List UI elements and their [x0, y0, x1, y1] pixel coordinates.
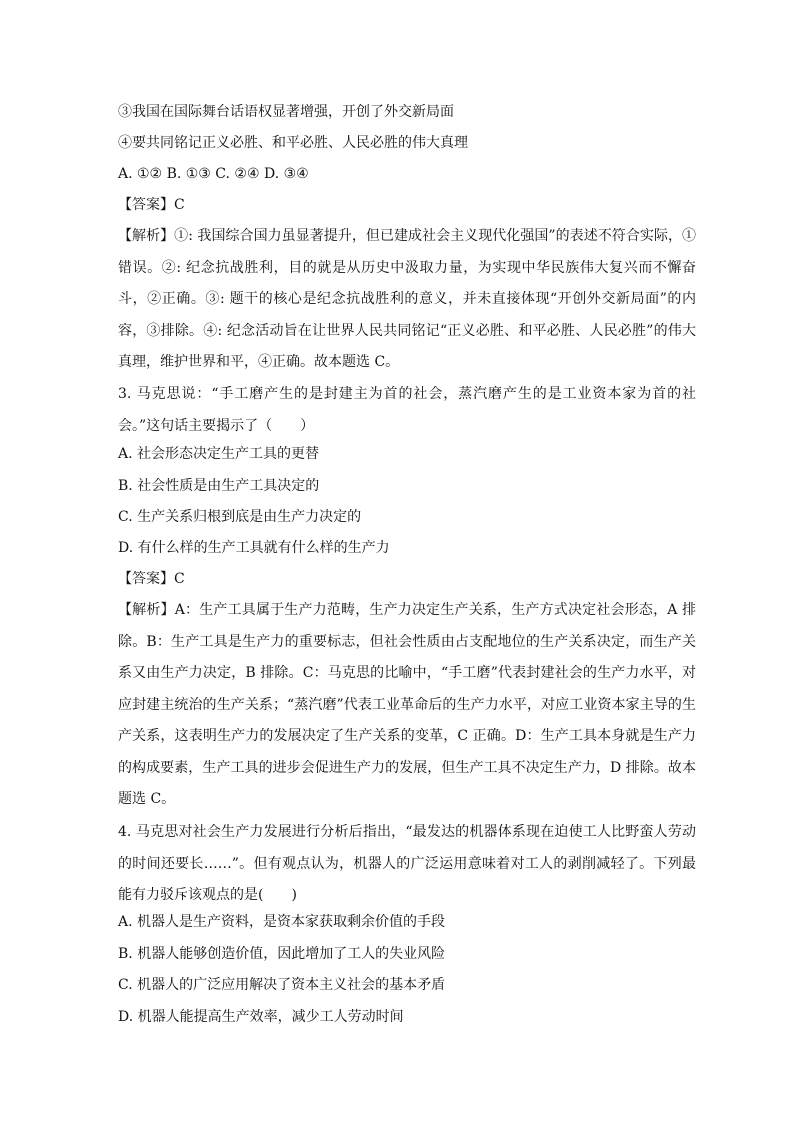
q3-option-a: A. 社会形态决定生产工具的更替 [118, 446, 320, 462]
q2-answer: 【答案】C [118, 197, 185, 213]
q4-option-d: D. 机器人能提高生产效率，减少工人劳动时间 [118, 1009, 404, 1025]
q2-option-4: ④要共同铭记正义必胜、和平必胜、人民必胜的伟大真理 [118, 135, 468, 151]
q3-answer: 【答案】C [118, 571, 185, 587]
q2-choices: A. ①② B. ①③ C. ②④ D. ③④ [118, 166, 309, 182]
q3-option-d: D. 有什么样的生产工具就有什么样的生产力 [118, 540, 390, 556]
q4-stem: 4. 马克思对社会生产力发展进行分析后指出，“最发达的机器体系现在迫使工人比野蛮人劳动的时间还要长……”。但有观点认为，机器人的广泛运用意味着对工人的剥削减轻了。下列最能有力驳斥该观点的是( ) [118, 824, 696, 903]
q4-option-a: A. 机器人是生产资料，是资本家获取剩余价值的手段 [118, 914, 446, 930]
q4-option-c: C. 机器人的广泛应用解决了资本主义社会的基本矛盾 [118, 977, 446, 993]
q4-option-b: B. 机器人能够创造价值，因此增加了工人的失业风险 [118, 946, 446, 962]
q3-analysis: 【解析】A：生产工具属于生产力范畴，生产力决定生产关系，生产方式决定社会形态，A 排除。B：生产工具是生产力的重要标志，但社会性质由占支配地位的生产关系决定，而生产关系又由生产力决定，B 排除。C：马克思的比喻中，“手工磨”代表封建社会的生产力水平，对应封建主统治的生产关系；“蒸汽磨”代表工业革命后的生产力水平，对应工业资本家主导的生产关系，这表明生产力的发展决定了生产关系的变革，C 正确。D：生产工具本身就是生产力的构成要素，生产工具的进步会促进生产力的发展，但生产工具不决定生产力，D 排除。故本题选 C。 [118, 602, 696, 807]
q2-option-3: ③我国在国际舞台话语权显著增强，开创了外交新局面 [118, 104, 454, 120]
q3-stem: 3. 马克思说：“手工磨产生的是封建主为首的社会，蒸汽磨产生的是工业资本家为首的社会。”这句话主要揭示了（ ） [118, 386, 696, 434]
q2-analysis: 【解析】①: 我国综合国力虽显著提升，但已建成社会主义现代化强国”的表述不符合实际，①错误。②: 纪念抗战胜利，目的就是从历史中汲取力量，为实现中华民族伟大复兴而不懈奋斗，②正确。③: 题干的核心是纪念抗战胜利的意义，并未直接体现“开创外交新局面”的内容，③排除。④: 纪念活动旨在让世界人民共同铭记“正义必胜、和平必胜、人民必胜”的伟大真理，维护世界和平，④正确。故本题选 C。 [118, 228, 696, 370]
q3-option-b: B. 社会性质是由生产工具决定的 [118, 478, 320, 494]
q3-option-c: C. 生产关系归根到底是由生产力决定的 [118, 509, 362, 525]
